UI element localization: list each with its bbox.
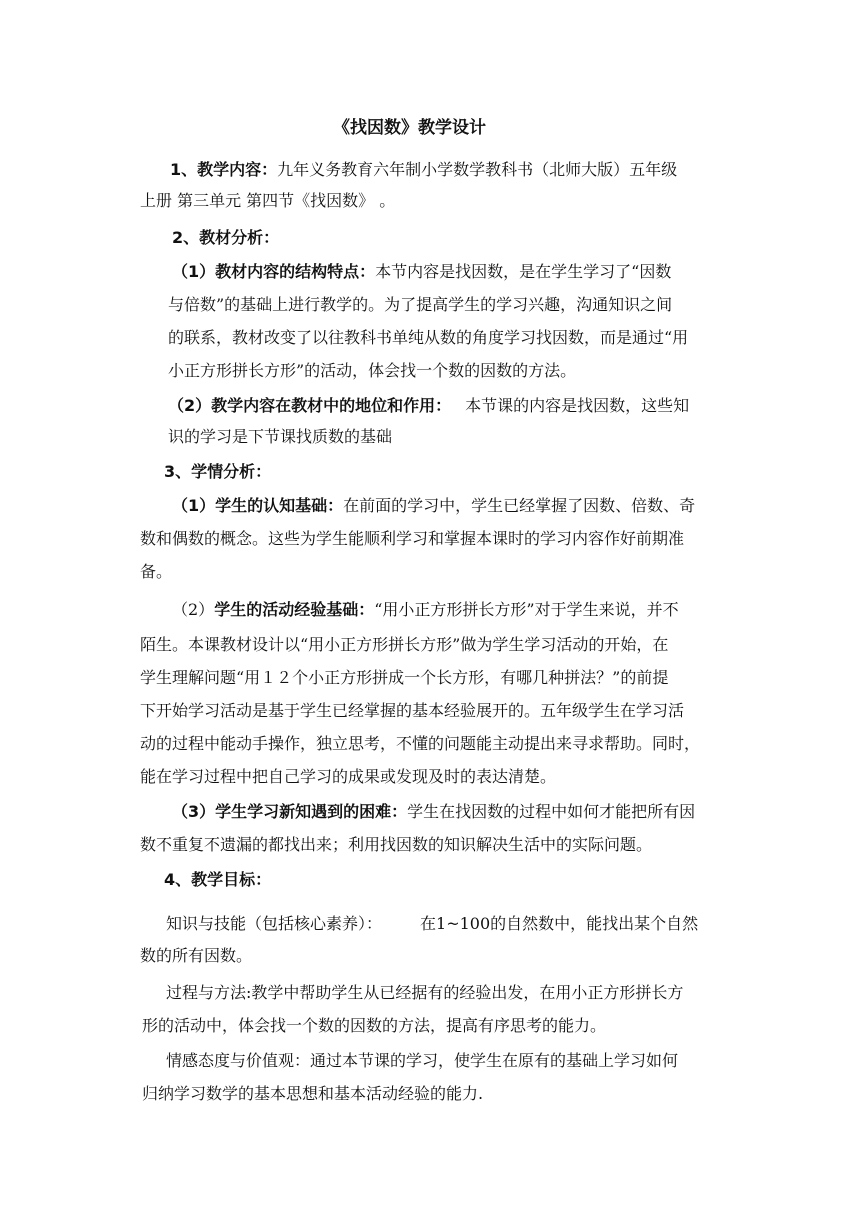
section-2-p1-line-4: 小正方形拼长方形”的活动，体会找一个数的因数的方法。 bbox=[168, 361, 577, 380]
section-3-p2-heading: 学生的活动经验基础： bbox=[214, 600, 375, 619]
section-2-p2-heading: （2）教学内容在教材中的地位和作用： bbox=[168, 396, 452, 415]
goal-3-line-1: 情感态度与价值观：通过本节课的学习，使学生在原有的基础上学习如何 bbox=[166, 1051, 679, 1070]
section-4-heading: 4、教学目标： bbox=[164, 870, 272, 889]
goal-2-line-2: 形的活动中，体会找一个数的因数的方法，提高有序思考的能力。 bbox=[142, 1016, 607, 1035]
section-3-p1-line-1: （1）学生的认知基础：在前面的学习中，学生已经掌握了因数、倍数、奇 bbox=[172, 496, 696, 515]
section-2-p2-line-1: （2）教学内容在教材中的地位和作用： 本节课的内容是找因数，这些知 bbox=[168, 396, 690, 415]
section-3-p3-line-1: （3）学生学习新知遇到的困难：学生在找因数的过程中如何才能把所有因 bbox=[172, 802, 696, 821]
section-3-p3-line-2: 数不重复不遗漏的都找出来；利用找因数的知识解决生活中的实际问题。 bbox=[140, 835, 653, 854]
section-2-p1-line-2: 与倍数”的基础上进行教学的。为了提高学生的学习兴趣，沟通知识之间 bbox=[168, 295, 673, 314]
section-3-p1-heading: （1）学生的认知基础： bbox=[172, 496, 344, 515]
section-3-p2-line-3: 学生理解问题“用１２个小正方形拼成一个长方形，有哪几种拼法？”的前提 bbox=[140, 668, 669, 687]
section-3-p2-line-2: 陌生。本课教材设计以“用小正方形拼长方形”做为学生学习活动的开始，在 bbox=[140, 635, 669, 654]
section-1-line-1 bbox=[170, 160, 677, 180]
section-3-heading: 3、学情分析： bbox=[164, 462, 272, 481]
section-3-p2-line-4: 下开始学习活动是基于学生已经掌握的基本经验展开的。五年级学生在学习活 bbox=[140, 701, 685, 720]
goal-1-line-1: 知识与技能（包括核心素养）： 在1~100的自然数中，能找出某个自然 bbox=[166, 914, 699, 933]
section-3-p2-line-1: （2）学生的活动经验基础：“用小正方形拼长方形”对于学生来说，并不 bbox=[172, 600, 679, 619]
section-3-p2-number: （2） bbox=[172, 600, 215, 619]
goal-2-line-1: 过程与方法:教学中帮助学生从已经据有的经验出发，在用小正方形拼长方 bbox=[166, 983, 684, 1002]
goal-3-line-2: 归纳学习数学的基本思想和基本活动经验的能力. bbox=[142, 1084, 484, 1103]
goal-1-heading: 知识与技能（包括核心素养）： bbox=[166, 914, 383, 933]
section-3-p2-line-6: 能在学习过程中把自己学习的成果或发现及时的表达清楚。 bbox=[140, 767, 557, 786]
section-1-heading: 1、教学内容： bbox=[170, 160, 278, 179]
section-2-heading: 2、教材分析： bbox=[172, 228, 280, 247]
section-3-p2-line-5: 动的过程中能动手操作，独立思考，不懂的问题能主动提出来寻求帮助。同时， bbox=[140, 734, 701, 753]
section-2-p1-line-3: 的联系，教材改变了以往教科书单纯从数的角度学习找因数，而是通过“用 bbox=[168, 328, 689, 347]
section-2-p2-line-2: 识的学习是下节课找质数的基础 bbox=[168, 427, 393, 446]
section-3-p3-heading: （3）学生学习新知遇到的困难： bbox=[172, 802, 408, 821]
section-1-line-2: 上册 第三单元 第四节《找因数》 。 bbox=[140, 191, 396, 210]
page-title: 《找因数》教学设计 bbox=[333, 118, 486, 138]
section-3-p1-line-3: 备。 bbox=[140, 562, 173, 581]
section-2-p1-heading: （1）教材内容的结构特点： bbox=[172, 262, 376, 281]
section-1-text: 九年义务教育六年制小学数学教科书（北师大版）五年级 bbox=[277, 160, 678, 179]
section-2-p1-line-1: （1）教材内容的结构特点：本节内容是找因数，是在学生学习了“因数 bbox=[172, 262, 672, 281]
section-3-p1-line-2: 数和偶数的概念。这些为学生能顺利学习和掌握本课时的学习内容作好前期准 bbox=[140, 529, 685, 548]
goal-1-line-2: 数的所有因数。 bbox=[140, 946, 253, 965]
